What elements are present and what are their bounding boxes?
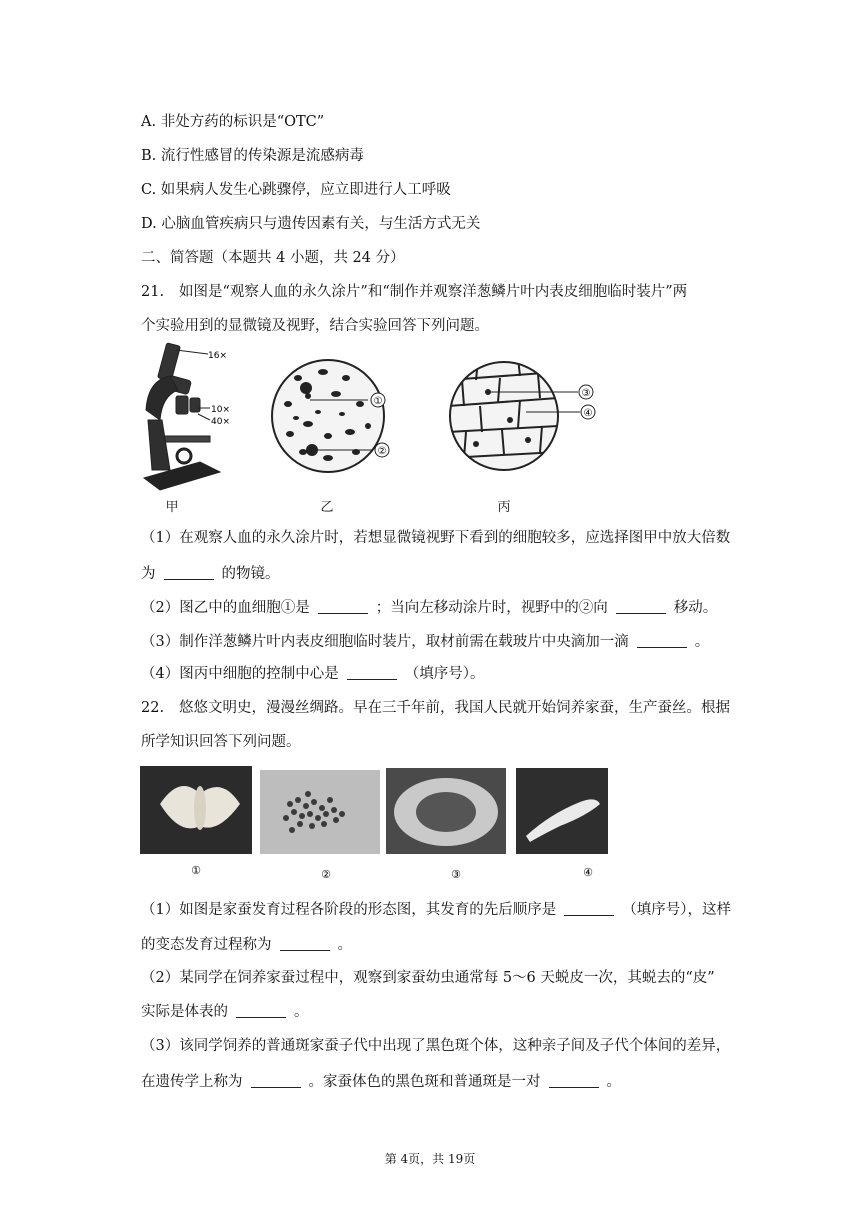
page-footer: 第 4页，共 19页 bbox=[384, 1152, 476, 1166]
marker-2: ② bbox=[377, 446, 387, 457]
lens-16-label: 16× bbox=[208, 351, 227, 361]
option-d: D. 心脑血管疾病只与遗传因素有关，与生活方式无关 bbox=[141, 216, 481, 232]
section-title: 二、简答题（本题共 4 小题，共 24 分） bbox=[141, 250, 405, 266]
lens-40-label: 40× bbox=[211, 417, 230, 427]
microscope-figure bbox=[140, 340, 240, 500]
answer-blank[interactable] bbox=[164, 565, 214, 580]
photo-label-2: ② bbox=[321, 868, 331, 881]
answer-blank[interactable] bbox=[637, 633, 687, 648]
answer-blank[interactable] bbox=[251, 1073, 301, 1088]
q22-sub3-line2: 在遗传学上称为 。家蚕体色的黑色斑和普通斑是一对 。 bbox=[141, 1074, 621, 1090]
q21-stem-line2: 个实验用到的显微镜及视野，结合实验回答下列问题。 bbox=[141, 318, 489, 334]
photo-label-4: ④ bbox=[583, 866, 593, 879]
marker-4: ④ bbox=[583, 408, 593, 419]
marker-1: ① bbox=[373, 396, 383, 407]
q21-sub2: （2）图乙中的血细胞①是 ；当向左移动涂片时，视野中的②向 移动。 bbox=[141, 600, 718, 616]
answer-blank[interactable] bbox=[318, 599, 368, 614]
answer-blank[interactable] bbox=[236, 1003, 286, 1018]
onion-cell-figure bbox=[448, 350, 598, 490]
q21-number: 21. bbox=[141, 284, 165, 300]
photo-label-3: ③ bbox=[451, 868, 461, 881]
q21-stem-line1: 21. 如图是“观察人血的永久涂片”和“制作并观察洋葱鳞片叶内表皮细胞临时装片”两 bbox=[141, 284, 688, 300]
lens-10-label: 10× bbox=[211, 405, 230, 415]
photo-label-1: ① bbox=[191, 864, 201, 877]
answer-blank[interactable] bbox=[280, 936, 330, 951]
q22-sub1-line1: （1）如图是家蚕发育过程各阶段的形态图，其发育的先后顺序是 （填序号），这样 bbox=[141, 902, 731, 918]
q22-sub1-line2: 的变态发育过程称为 。 bbox=[141, 937, 352, 953]
answer-blank[interactable] bbox=[549, 1073, 599, 1088]
q21-sub1-line1: （1）在观察人血的永久涂片时，若想显微镜视野下看到的细胞较多，应选择图甲中放大倍数 bbox=[141, 530, 731, 546]
figure-label-jia: 甲 bbox=[165, 500, 179, 515]
option-a: A. 非处方药的标识是“OTC” bbox=[141, 114, 325, 130]
q22-sub3-line1: （3）该同学饲养的普通斑家蚕子代中出现了黑色斑个体，这种亲子间及子代个体间的差异， bbox=[141, 1038, 731, 1054]
q22-sub2-line1: （2）某同学在饲养家蚕过程中，观察到家蚕幼虫通常每 5～6 天蜕皮一次，其蜕去的“皮” bbox=[141, 970, 715, 986]
option-b: B. 流行性感冒的传染源是流感病毒 bbox=[141, 148, 364, 164]
blood-smear-figure bbox=[268, 348, 398, 488]
option-c: C. 如果病人发生心跳骤停，应立即进行人工呼吸 bbox=[141, 182, 451, 198]
q22-number: 22. bbox=[141, 700, 165, 716]
silkworm-photos bbox=[140, 764, 610, 884]
answer-blank[interactable] bbox=[616, 599, 666, 614]
answer-blank[interactable] bbox=[564, 901, 614, 916]
q21-sub3: （3）制作洋葱鳞片叶内表皮细胞临时装片，取材前需在载玻片中央滴加一滴 。 bbox=[141, 634, 710, 650]
q22-stem-line1: 22. 悠悠文明史，漫漫丝绸路。早在三千年前，我国人民就开始饲养家蚕，生产蚕丝。根据 bbox=[141, 700, 730, 716]
q21-sub1-line2: 为 的物镜。 bbox=[141, 566, 280, 582]
q22-stem-line2: 所学知识回答下列问题。 bbox=[141, 734, 301, 750]
figure-label-yi: 乙 bbox=[320, 500, 334, 515]
figure-label-bing: 丙 bbox=[497, 500, 511, 515]
q22-sub2-line2: 实际是体表的 。 bbox=[141, 1004, 309, 1020]
answer-blank[interactable] bbox=[347, 665, 397, 680]
q21-sub4: （4）图丙中细胞的控制中心是 （填序号）。 bbox=[141, 666, 485, 682]
marker-3: ③ bbox=[581, 388, 591, 399]
